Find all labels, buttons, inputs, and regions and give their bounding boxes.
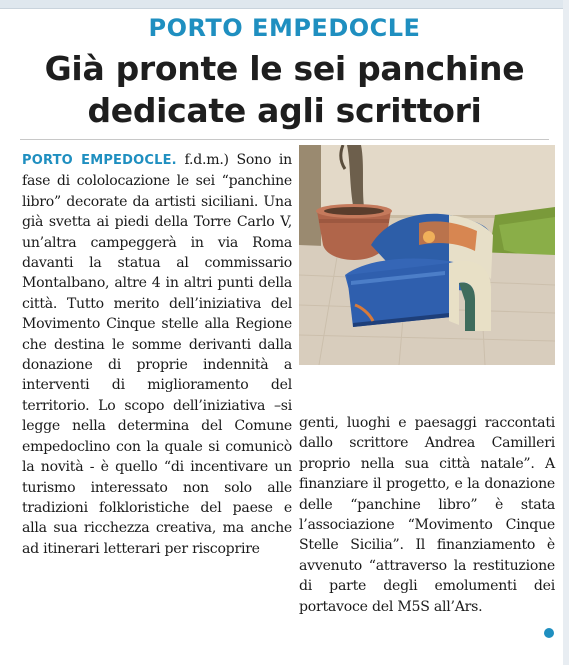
headline-line-1: Già pronte le sei panchine <box>44 49 525 88</box>
article-paragraph-left <box>22 150 292 559</box>
page-edge <box>563 0 569 665</box>
section-kicker: PORTO EMPEDOCLE <box>148 14 421 42</box>
dateline: PORTO EMPEDOCLE. <box>22 153 177 168</box>
headline-divider <box>20 139 549 140</box>
end-mark-icon <box>544 628 554 638</box>
article-column-left <box>22 150 292 559</box>
body-text-right: genti, luoghi e paesaggi raccontati dallo scrittore Andrea Camilleri proprio nella sua città natale”. A finanziare il progetto, e la donazione delle “panchine libro” è stata l’associazione “Movimento Cinque Stelle Sicilia”. Il finanziamento è avvenuto “attraverso la restituzione di parte degli emolumenti dei portavoce del M5S all’Ars. <box>299 415 555 615</box>
top-rule <box>0 0 569 9</box>
body-text-left: Sono in fase di cololocazione le sei “panchine libro” decorate da artisti siciliani. Una già svetta ai piedi della Torre Carlo V, un’altra campeggerà in via Roma davanti la statua al commissario Montalbano, altre 4 in altri punti della città. Tutto merito dell’iniziativa del Movimento Cinque stelle alla Regione che destina le somme derivanti dalla donazione di proprie indennità a interventi di miglioramento del territorio. Lo scopo dell’iniziativa –si legge nella determina del Comune empedoclino con la quale si comunicò la novità - è quello “di incentivare un turismo interessato non solo alle tradizioni folkloristiche del paese e alla sua ricchezza creativa, ma anche ad itinerari letterari per riscoprire <box>22 152 292 557</box>
headline-line-2: dedicate agli scrittori <box>87 91 482 130</box>
headline <box>20 48 549 132</box>
article-photo <box>299 145 555 365</box>
byline: f.d.m.) <box>184 152 229 168</box>
article-column-right <box>299 413 555 617</box>
